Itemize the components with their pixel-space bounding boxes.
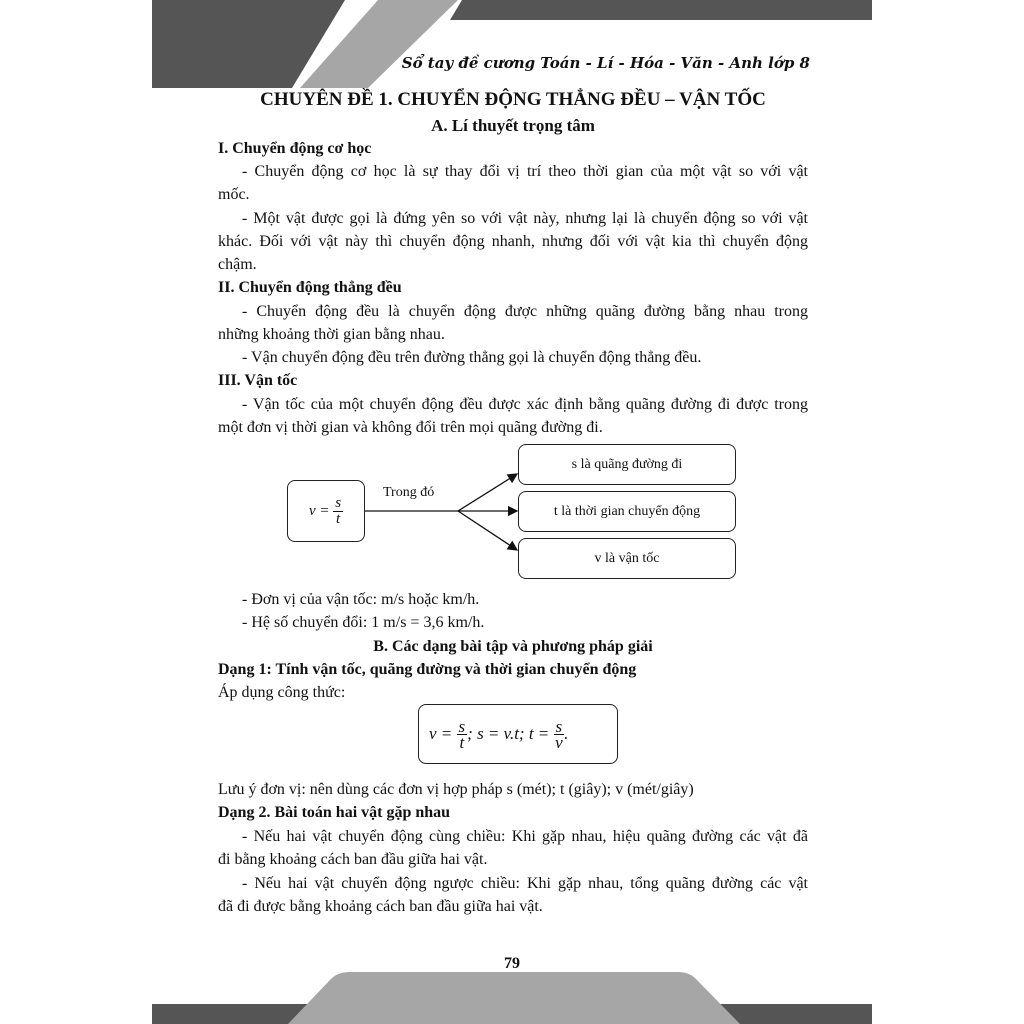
paragraph: một đơn vị thời gian và không đổi trên mọi quãng đường đi. <box>218 419 603 436</box>
formula-box <box>418 704 618 764</box>
heading-2: II. Chuyển động thẳng đều <box>218 279 402 296</box>
denominator: t <box>336 510 341 527</box>
numerator: s <box>458 716 466 736</box>
formula-part: . <box>564 724 569 743</box>
paragraph: - Chuyển động cơ học là sự thay đổi vị trí theo thời gian của một vật so với vật <box>242 163 808 180</box>
footer-tab <box>288 972 740 1024</box>
header-band <box>450 0 872 20</box>
paragraph: đi bằng khoảng cách ban đầu giữa hai vật. <box>218 851 488 868</box>
section-b-heading: B. Các dạng bài tập và phương pháp giải <box>373 638 653 655</box>
paragraph: - Nếu hai vật chuyển động ngược chiều: Khi gặp nhau, tổng quãng đường các vật <box>242 875 808 892</box>
numerator: s <box>335 494 342 511</box>
paragraph: chậm. <box>218 256 257 273</box>
paragraph: - Hệ số chuyển đổi: 1 m/s = 3,6 km/h. <box>242 614 485 631</box>
heading-1: I. Chuyển động cơ học <box>218 140 372 157</box>
paragraph: những khoảng thời gian bằng nhau. <box>218 326 445 343</box>
paragraph: - Vận tốc của một chuyển động đều được xác định bằng quãng đường đi được trong <box>242 396 808 413</box>
type-1-heading: Dạng 1: Tính vận tốc, quãng đường và thời gian chuyển động <box>218 661 637 678</box>
paragraph: Áp dụng công thức: <box>218 684 346 701</box>
chapter-title: CHUYÊN ĐỀ 1. CHUYỂN ĐỘNG THẲNG ĐỀU – VẬN TỐC <box>260 89 766 110</box>
paragraph: - Nếu hai vật chuyển động cùng chiều: Khi gặp nhau, hiệu quãng đường các vật đã <box>242 828 808 845</box>
denominator: v <box>555 732 563 752</box>
fraction <box>333 496 343 527</box>
page-number: 79 <box>504 955 520 972</box>
paragraph: - Một vật được gọi là đứng yên so với vật này, nhưng lại là chuyển động so với vật <box>242 210 808 227</box>
paragraph: Lưu ý đơn vị: nên dùng các đơn vị hợp pháp s (mét); t (giây); v (mét/giây) <box>218 781 694 798</box>
section-a-heading: A. Lí thuyết trọng tâm <box>431 116 595 135</box>
definition-box-s: s là quãng đường đi <box>518 444 736 485</box>
where-label: Trong đó <box>383 485 435 500</box>
definition-box-v: v là vận tốc <box>518 538 736 579</box>
paragraph: mốc. <box>218 186 250 203</box>
numerator: s <box>555 716 563 736</box>
paragraph: đã đi được bằng khoảng cách ban đầu giữa hai vật. <box>218 898 543 915</box>
paragraph: - Đơn vị của vận tốc: m/s hoặc km/h. <box>242 591 480 608</box>
paragraph: khác. Đối với vật này thì chuyển động nhanh, nhưng đối với vật kia thì chuyển động <box>218 233 808 250</box>
type-2-heading: Dạng 2. Bài toán hai vật gặp nhau <box>218 804 451 821</box>
definition-box-t: t là thời gian chuyển động <box>518 491 736 532</box>
formula-part: v = <box>429 724 453 743</box>
fraction <box>554 716 565 752</box>
paragraph: - Chuyển động đều là chuyển động được những quãng đường bằng nhau trong <box>242 303 808 320</box>
velocity-formula-box <box>287 480 365 542</box>
formula-part: ; s = v.t; t = <box>467 724 550 743</box>
formula-lhs: v = <box>308 502 330 519</box>
heading-3: III. Vận tốc <box>218 372 298 389</box>
denominator: t <box>459 732 465 752</box>
fraction <box>457 716 468 752</box>
book-title: Sổ tay đề cương Toán - Lí - Hóa - Văn - Anh lớp 8 <box>401 54 810 72</box>
paragraph: - Vận chuyển động đều trên đường thẳng gọi là chuyển động thẳng đều. <box>242 349 702 366</box>
